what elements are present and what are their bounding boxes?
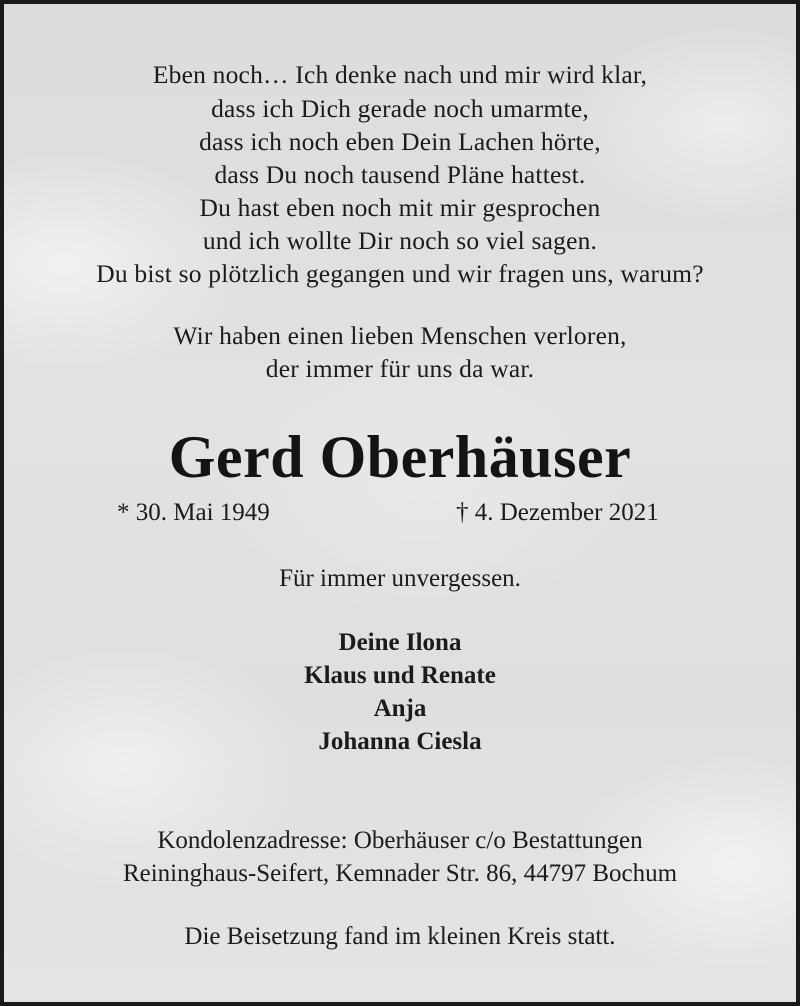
mourner-name: Anja xyxy=(373,695,427,722)
death-date: † 4. Dezember 2021 xyxy=(456,499,659,526)
condolence-address: Reininghaus-Seifert, Kemnader Str. 86, 44797 Bochum xyxy=(122,860,678,887)
poem-line: Du bist so plötzlich gegangen und wir fragen uns, warum? xyxy=(96,259,704,288)
poem-line: dass ich noch eben Dein Lachen hörte, xyxy=(199,127,601,156)
burial-note: Die Beisetzung fand im kleinen Kreis statt. xyxy=(184,923,616,950)
condolence-address: Kondolenzadresse: Oberhäuser c/o Bestattungen xyxy=(157,827,643,854)
poem-line: und ich wollte Dir noch so viel sagen. xyxy=(202,226,598,255)
poem-line: Eben noch… Ich denke nach und mir wird klar, xyxy=(152,60,648,89)
mourner-name: Klaus und Renate xyxy=(304,662,496,689)
poem-line: dass Du noch tausend Pläne hattest. xyxy=(214,160,586,189)
mourner-name: Deine Ilona xyxy=(338,629,462,656)
mourner-name: Johanna Ciesla xyxy=(318,728,482,755)
birth-date: * 30. Mai 1949 xyxy=(117,499,270,526)
poem-line: dass ich Dich gerade noch umarmte, xyxy=(211,94,589,123)
remembrance-line: Wir haben einen lieben Menschen verloren, xyxy=(173,321,627,350)
motto: Für immer unvergessen. xyxy=(279,565,521,592)
deceased-name: Gerd Oberhäuser xyxy=(168,424,632,490)
remembrance-line: der immer für uns da war. xyxy=(265,354,535,383)
poem-line: Du hast eben noch mit mir gesprochen xyxy=(199,193,601,222)
